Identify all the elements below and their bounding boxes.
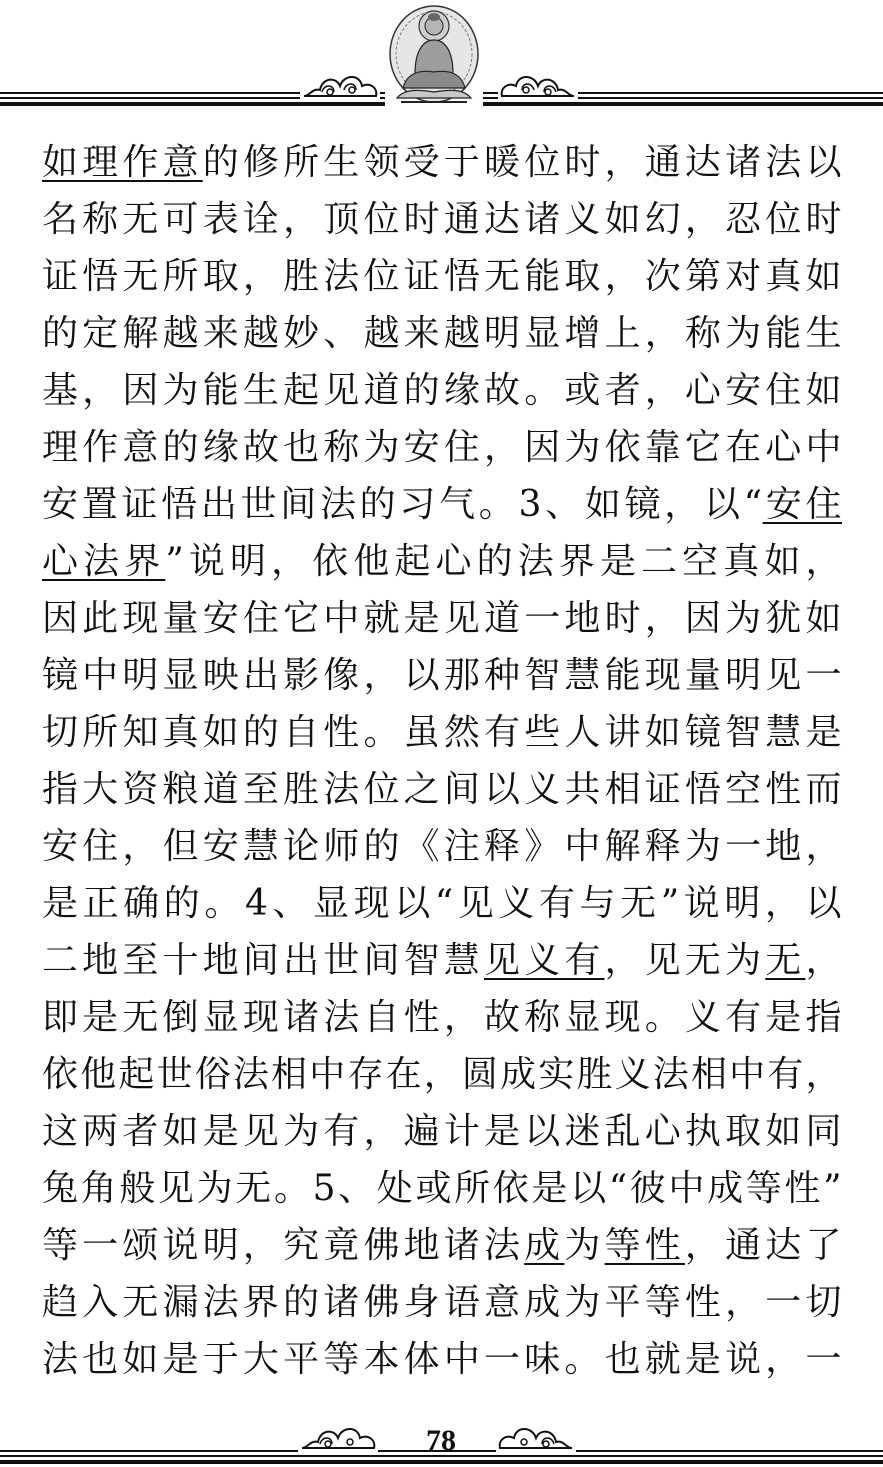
auspicious-cloud-icon	[496, 1420, 576, 1454]
underlined-text: 等性	[604, 1225, 685, 1266]
text-line	[42, 704, 842, 761]
text-segment: 兔角般见为无。5、处或所依是以“彼中成等性”	[42, 1168, 842, 1209]
text-line	[42, 533, 842, 590]
underlined-text: 心法界	[42, 541, 166, 582]
text-segment: 名称无可表诠，顶位时通达诸义如幻，忍位时	[42, 199, 842, 240]
underlined-text: 如理作意	[42, 142, 203, 183]
text-line	[42, 1160, 842, 1217]
buddha-icon	[385, 2, 483, 108]
text-segment: 即是无倒显现诸法自性，故称显现。义有是指	[42, 997, 842, 1038]
text-line	[42, 989, 842, 1046]
text-line	[42, 1331, 842, 1388]
page-footer	[0, 1408, 883, 1467]
text-segment: 安置证悟出世间法的习气。3、如镜，以“	[42, 484, 763, 525]
text-segment: ，	[805, 940, 842, 981]
page-header	[0, 0, 883, 112]
text-segment: 二地至十地间出世间智慧	[42, 940, 484, 981]
text-line	[42, 134, 842, 191]
text-line	[42, 875, 842, 932]
text-line	[42, 761, 842, 818]
text-segment: 这两者如是见为有，遍计是以迷乱心执取如同	[42, 1111, 842, 1152]
text-segment: 是正确的。4、显现以“见义有与无”说明，以	[42, 883, 842, 924]
text-segment: 的定解越来越妙、越来越明显增上，称为能生	[42, 313, 842, 354]
text-line	[42, 1046, 842, 1103]
underlined-text: 见义有	[483, 940, 605, 981]
text-line	[42, 1274, 842, 1331]
text-line	[42, 590, 842, 647]
text-segment: 等一颂说明，究竟佛地诸法	[42, 1225, 525, 1266]
body-text	[42, 134, 842, 1388]
auspicious-cloud-icon	[300, 68, 380, 102]
text-line	[42, 932, 842, 989]
text-segment: 理作意的缘故也称为安住，因为依靠它在心中	[42, 427, 842, 468]
page-number: 78	[426, 1424, 456, 1457]
text-segment: 因此现量安住它中就是见道一地时，因为犹如	[42, 598, 842, 639]
underlined-text: 安住	[762, 484, 842, 525]
underlined-text: 成	[524, 1225, 565, 1266]
text-line	[42, 476, 842, 533]
underlined-text: 无	[765, 940, 806, 981]
auspicious-cloud-icon	[298, 1420, 378, 1454]
text-segment: 的修所生领受于暖位时，通达诸法以	[202, 142, 842, 183]
text-segment: ，通达了	[684, 1225, 842, 1266]
text-segment: 证悟无所取，胜法位证悟无能取，次第对真如	[42, 256, 842, 297]
text-line	[42, 419, 842, 476]
text-segment: 趋入无漏法界的诸佛身语意成为平等性，一切	[42, 1282, 842, 1323]
text-segment: ”说明，依他起心的法界是二空真如，	[165, 541, 842, 582]
footer-rule-bottom	[0, 1460, 883, 1464]
text-segment: 基，因为能生起见道的缘故。或者，心安住如	[42, 370, 842, 411]
text-segment: 切所知真如的自性。虽然有些人讲如镜智慧是	[42, 712, 842, 753]
auspicious-cloud-icon	[498, 68, 578, 102]
text-line	[42, 1217, 842, 1274]
text-line	[42, 191, 842, 248]
text-line	[42, 818, 842, 875]
text-segment: 指大资粮道至胜法位之间以义共相证悟空性而	[42, 769, 842, 810]
text-segment: 法也如是于大平等本体中一味。也就是说，一	[42, 1339, 842, 1380]
text-line	[42, 647, 842, 704]
text-segment: ，见无为	[604, 940, 766, 981]
text-line	[42, 1103, 842, 1160]
text-segment: 安住，但安慧论师的《注释》中解释为一地，	[42, 826, 842, 867]
text-segment: 镜中明显映出影像，以那种智慧能现量明见一	[42, 655, 842, 696]
text-line	[42, 305, 842, 362]
text-line	[42, 248, 842, 305]
text-line	[42, 362, 842, 419]
text-segment: 依他起世俗法相中存在，圆成实胜义法相中有，	[42, 1054, 842, 1095]
text-segment: 为	[564, 1225, 605, 1266]
